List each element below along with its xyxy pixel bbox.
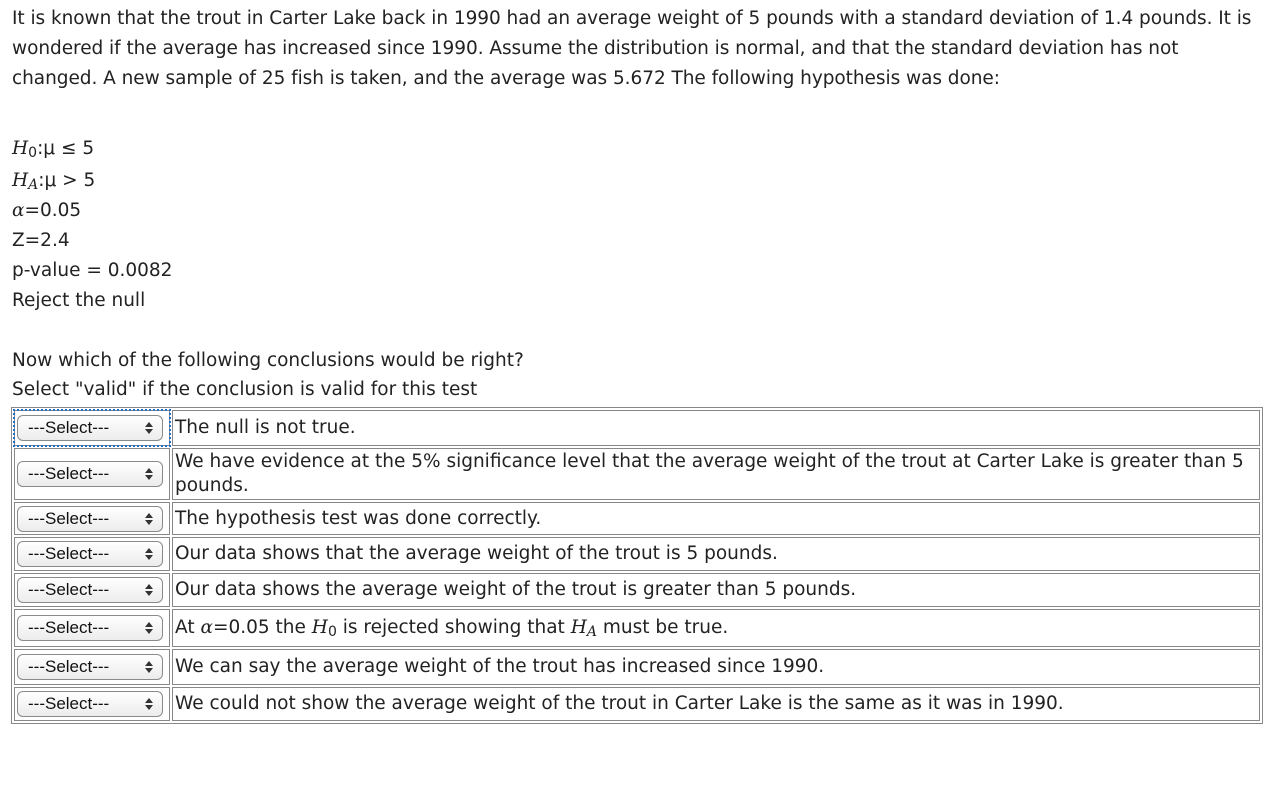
select-arrows-icon — [144, 548, 154, 560]
hypothesis-block — [12, 132, 1260, 316]
conclusion-select-5[interactable]: ---Select--- — [17, 577, 163, 603]
alpha-level: α=0.05 — [12, 200, 82, 221]
select-arrows-icon — [144, 698, 154, 710]
p-value: p-value = 0.0082 — [12, 260, 173, 281]
select-arrows-icon — [144, 468, 154, 480]
conclusion-text-7: We can say the average weight of the trout has increased since 1990. — [172, 649, 1260, 685]
conclusion-select-3[interactable]: ---Select--- — [17, 506, 163, 532]
conclusion-text-4: Our data shows that the average weight of the trout is 5 pounds. — [172, 537, 1260, 571]
decision: Reject the null — [12, 290, 146, 311]
conclusion-select-1[interactable]: ---Select--- — [17, 415, 163, 441]
table-row — [14, 537, 1260, 571]
conclusion-text-8: We could not show the average weight of the trout in Carter Lake is the same as it was in 1990. — [172, 687, 1260, 721]
table-row — [14, 573, 1260, 607]
conclusion-text-6: At α=0.05 the $H_0$ is rejected showing that $H_A$ must be true. — [172, 609, 1260, 647]
table-row — [14, 609, 1260, 647]
conclusion-text-3: The hypothesis test was done correctly. — [172, 502, 1260, 535]
question-line-1: Now which of the following conclusions would be right? — [12, 350, 524, 371]
select-arrows-icon — [144, 513, 154, 525]
z-statistic: Z=2.4 — [12, 230, 70, 251]
table-row — [14, 448, 1260, 500]
conclusion-select-8[interactable]: ---Select--- — [17, 691, 163, 717]
null-hypothesis: $H_0:\mu \le 5$ — [12, 138, 95, 161]
select-arrows-icon — [144, 422, 154, 434]
table-row — [14, 687, 1260, 721]
question — [12, 346, 1260, 404]
select-arrows-icon — [144, 584, 154, 596]
conclusion-select-2[interactable]: ---Select--- — [17, 461, 163, 487]
table-row — [14, 502, 1260, 535]
problem-intro: It is known that the trout in Carter Lake back in 1990 had an average weight of 5 pounds with a standard deviation of 1.4 pounds. It is wondered if the average has increased since 1990. Assume the distribution is normal, and that the standard deviation has not changed. A new sample of 25 fish is taken, and the average was 5.672 The following hypothesis was done: — [12, 8, 1252, 89]
table-row — [14, 410, 1260, 446]
conclusions-table — [11, 407, 1263, 724]
question-line-2: Select "valid" if the conclusion is valid for this test — [12, 379, 478, 400]
conclusion-select-7[interactable]: ---Select--- — [17, 654, 163, 680]
conclusion-text-5: Our data shows the average weight of the trout is greater than 5 pounds. — [172, 573, 1260, 607]
alternative-hypothesis: $H_A:\mu > 5$ — [12, 170, 96, 193]
conclusion-text-1: The null is not true. — [172, 410, 1260, 446]
table-row — [14, 649, 1260, 685]
conclusion-select-4[interactable]: ---Select--- — [17, 541, 163, 567]
conclusion-select-6[interactable]: ---Select--- — [17, 615, 163, 641]
conclusion-text-2: We have evidence at the 5% significance level that the average weight of the trout at Carter Lake is greater than 5 pounds. — [172, 448, 1260, 500]
select-arrows-icon — [144, 661, 154, 673]
select-arrows-icon — [144, 622, 154, 634]
